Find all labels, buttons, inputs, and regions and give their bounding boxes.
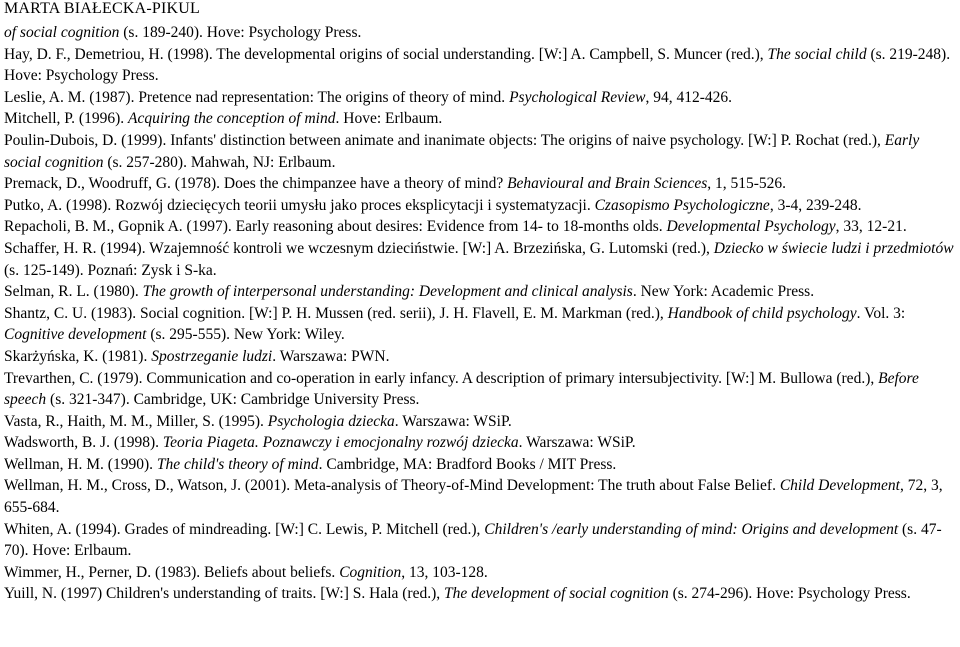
reference-title-italic: Acquiring the conception of mind: [128, 110, 336, 128]
reference-text: (s. 125-149). Poznań: Zysk i S-ka.: [4, 261, 217, 279]
reference-text: Trevarthen, C. (1979). Communication and co-operation in early infancy. A description of primary intersubjectivity. [W:] M. Bullowa (red.),: [4, 369, 879, 387]
reference-entry: [4, 411, 956, 433]
reference-title-italic: Behavioural and Brain Sciences: [507, 175, 708, 193]
reference-entry: [4, 368, 956, 411]
reference-title-italic: Spostrzeganie ludzi: [151, 347, 273, 365]
reference-title-italic: Psychological Review: [509, 88, 646, 106]
reference-text: Putko, A. (1998). Rozwój dziecięcych teorii umysłu jako proces eksplicytacji i systematyzacji.: [4, 196, 595, 214]
reference-text: Vasta, R., Haith, M. M., Miller, S. (1995).: [4, 412, 268, 430]
reference-entry: [4, 22, 956, 44]
reference-text: , 3-4, 239-248.: [769, 196, 862, 214]
reference-title-italic: Early social cognition: [4, 131, 920, 171]
reference-text: Whiten, A. (1994). Grades of mindreading. [W:] C. Lewis, P. Mitchell (red.),: [4, 520, 485, 538]
reference-entry: [4, 216, 956, 238]
reference-title-italic: Developmental Psychology: [666, 218, 836, 236]
reference-text: (s. 219-248). Hove: Psychology Press.: [4, 45, 951, 85]
reference-title-italic: The growth of interpersonal understanding: Development and clinical analysis: [142, 283, 633, 301]
reference-text: Shantz, C. U. (1983). Social cognition. [W:] P. H. Mussen (red. serii), J. H. Flavell, E. M. Markman (red.),: [4, 304, 668, 322]
reference-text: . Warszawa: WSiP.: [394, 412, 512, 430]
reference-text: (s. 295-555). New York: Wiley.: [146, 326, 345, 344]
reference-text: , 72, 3, 655-684.: [4, 477, 943, 517]
reference-entry: [4, 281, 956, 303]
reference-entry: [4, 87, 956, 109]
reference-entry: [4, 238, 956, 281]
reference-entry: [4, 195, 956, 217]
reference-title-italic: Dziecko w świecie ludzi i przedmiotów: [713, 239, 954, 257]
reference-entry: [4, 562, 956, 584]
reference-entry: [4, 44, 956, 87]
reference-text: Skarżyńska, K. (1981).: [4, 347, 152, 365]
reference-entry: [4, 432, 956, 454]
reference-text: . Cambridge, MA: Bradford Books / MIT Press.: [318, 455, 617, 473]
reference-title-italic: Cognitive development: [4, 326, 147, 344]
reference-entry: [4, 130, 956, 173]
reference-text: Mitchell, P. (1996).: [4, 110, 128, 128]
reference-text: Premack, D., Woodruff, G. (1978). Does the chimpanzee have a theory of mind?: [4, 175, 508, 193]
reference-text: (s. 274-296). Hove: Psychology Press.: [668, 585, 911, 603]
reference-title-italic: The child's theory of mind: [156, 455, 319, 473]
reference-text: , 94, 412-426.: [645, 88, 733, 106]
reference-text: (s. 189-240). Hove: Psychology Press.: [119, 24, 362, 41]
reference-title-italic: Cognition: [339, 563, 402, 581]
reference-text: Poulin-Dubois, D. (1999). Infants' distinction between animate and inanimate objects: The origins of naive psychology. [W:] P. Rochat (red.),: [4, 131, 885, 149]
reference-entry: [4, 583, 956, 605]
reference-text: (s. 47-70). Hove: Erlbaum.: [4, 520, 942, 560]
reference-title-italic: Czasopismo Psychologiczne: [594, 196, 770, 214]
reference-text: Wellman, H. M. (1990).: [4, 455, 157, 473]
reference-text: Hay, D. F., Demetriou, H. (1998). The developmental origins of social understanding. [W:] A. Campbell, S. Muncer (red.),: [4, 45, 768, 63]
reference-title-italic: of social cognition: [4, 24, 120, 41]
reference-title-italic: Children's /early understanding of mind: Origins and development: [484, 520, 899, 538]
reference-text: . New York: Academic Press.: [632, 283, 815, 301]
reference-title-italic: Child Development: [779, 477, 900, 495]
reference-entry: [4, 475, 956, 518]
reference-title-italic: Handbook of child psychology: [667, 304, 857, 322]
reference-text: . Warszawa: WSiP.: [518, 434, 636, 452]
reference-text: (s. 321-347). Cambridge, UK: Cambridge University Press.: [46, 391, 420, 409]
running-head: MARTA BIAŁECKA-PIKUL: [4, 0, 200, 17]
reference-text: (s. 257-280). Mahwah, NJ: Erlbaum.: [103, 153, 336, 171]
reference-text: Selman, R. L. (1980).: [4, 283, 143, 301]
reference-title-italic: The development of social cognition: [444, 585, 669, 603]
reference-text: Wimmer, H., Perner, D. (1983). Beliefs about beliefs.: [4, 563, 340, 581]
reference-entry: [4, 108, 956, 130]
reference-text: Repacholi, B. M., Gopnik A. (1997). Early reasoning about desires: Evidence from 14- to 18-months olds.: [4, 218, 667, 236]
reference-text: , 13, 103-128.: [401, 563, 488, 581]
reference-list: [4, 22, 956, 605]
reference-text: Schaffer, H. R. (1994). Wzajemność kontroli we wczesnym dzieciństwie. [W:] A. Brzezińska, G. Lutomski (red.),: [4, 239, 714, 257]
reference-title-italic: The social child: [767, 45, 867, 63]
reference-text: . Hove: Erlbaum.: [335, 110, 443, 128]
reference-title-italic: Before speech: [4, 369, 919, 409]
reference-entry: [4, 346, 956, 368]
reference-entry: [4, 173, 956, 195]
reference-text: , 33, 12-21.: [835, 218, 907, 236]
reference-text: Wellman, H. M., Cross, D., Watson, J. (2001). Meta-analysis of Theory-of-Mind Development: The truth about False Belief.: [4, 477, 780, 495]
reference-title-italic: Teoria Piageta. Poznawczy i emocjonalny rozwój dziecka: [162, 434, 519, 452]
reference-text: . Vol. 3:: [856, 304, 906, 322]
reference-title-italic: Psychologia dziecka: [267, 412, 395, 430]
reference-entry: [4, 454, 956, 476]
reference-text: Leslie, A. M. (1987). Pretence nad representation: The origins of theory of mind.: [4, 88, 510, 106]
reference-text: Yuill, N. (1997) Children's understanding of traits. [W:] S. Hala (red.),: [4, 585, 445, 603]
reference-text: , 1, 515-526.: [707, 175, 787, 193]
reference-entry: [4, 303, 956, 346]
reference-text: Wadsworth, B. J. (1998).: [4, 434, 163, 452]
reference-entry: [4, 519, 956, 562]
reference-text: . Warszawa: PWN.: [272, 347, 390, 365]
